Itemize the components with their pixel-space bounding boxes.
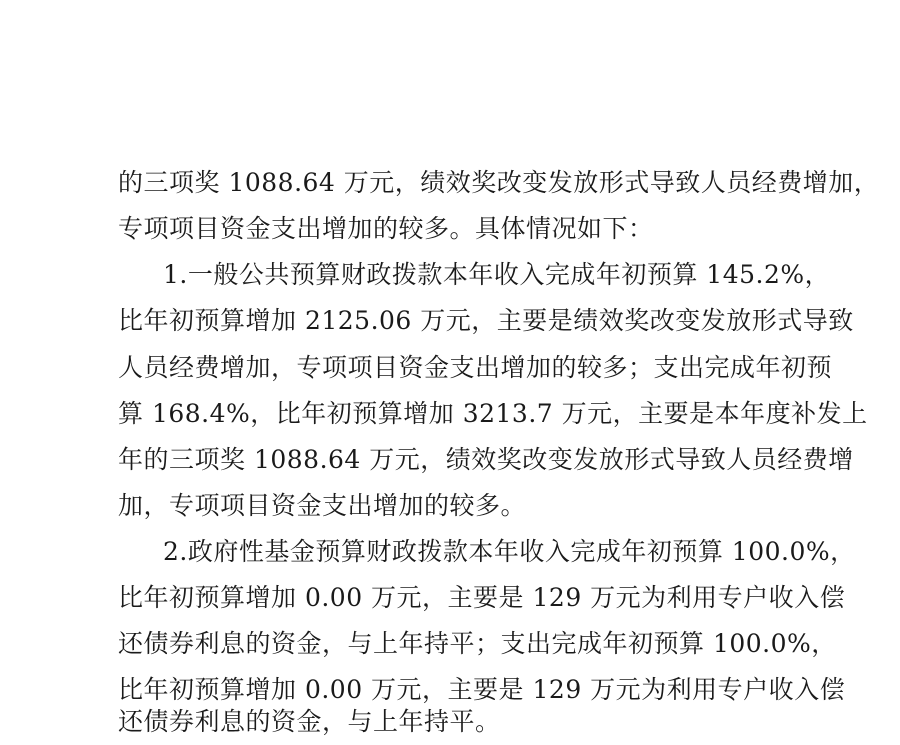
text-line: 比年初预算增加 2125.06 万元，主要是绩效奖改变发放形式导致 <box>118 306 854 335</box>
text-line: 1.一般公共预算财政拨款本年收入完成年初预算 145.2%， <box>163 260 831 289</box>
text-line: 2.政府性基金预算财政拨款本年收入完成年初预算 100.0%， <box>163 537 856 566</box>
text-line: 加，专项项目资金支出增加的较多。 <box>118 491 527 520</box>
text-line: 专项项目资金支出增加的较多。具体情况如下： <box>118 214 654 243</box>
text-line: 比年初预算增加 0.00 万元，主要是 129 万元为利用专户收入偿 <box>118 583 846 612</box>
text-line: 比年初预算增加 0.00 万元，主要是 129 万元为利用专户收入偿 <box>118 675 846 704</box>
text-line: 年的三项奖 1088.64 万元，绩效奖改变发放形式导致人员经费增 <box>118 445 854 474</box>
text-line: 人员经费增加，专项项目资金支出增加的较多；支出完成年初预 <box>118 353 833 382</box>
text-line: 的三项奖 1088.64 万元，绩效奖改变发放形式导致人员经费增加， <box>118 168 880 197</box>
text-line: 还债券利息的资金，与上年持平。 <box>118 707 501 736</box>
text-line: 算 168.4%，比年初预算增加 3213.7 万元，主要是本年度补发上 <box>118 399 868 428</box>
text-line: 还债券利息的资金，与上年持平；支出完成年初预算 100.0%， <box>118 629 837 658</box>
